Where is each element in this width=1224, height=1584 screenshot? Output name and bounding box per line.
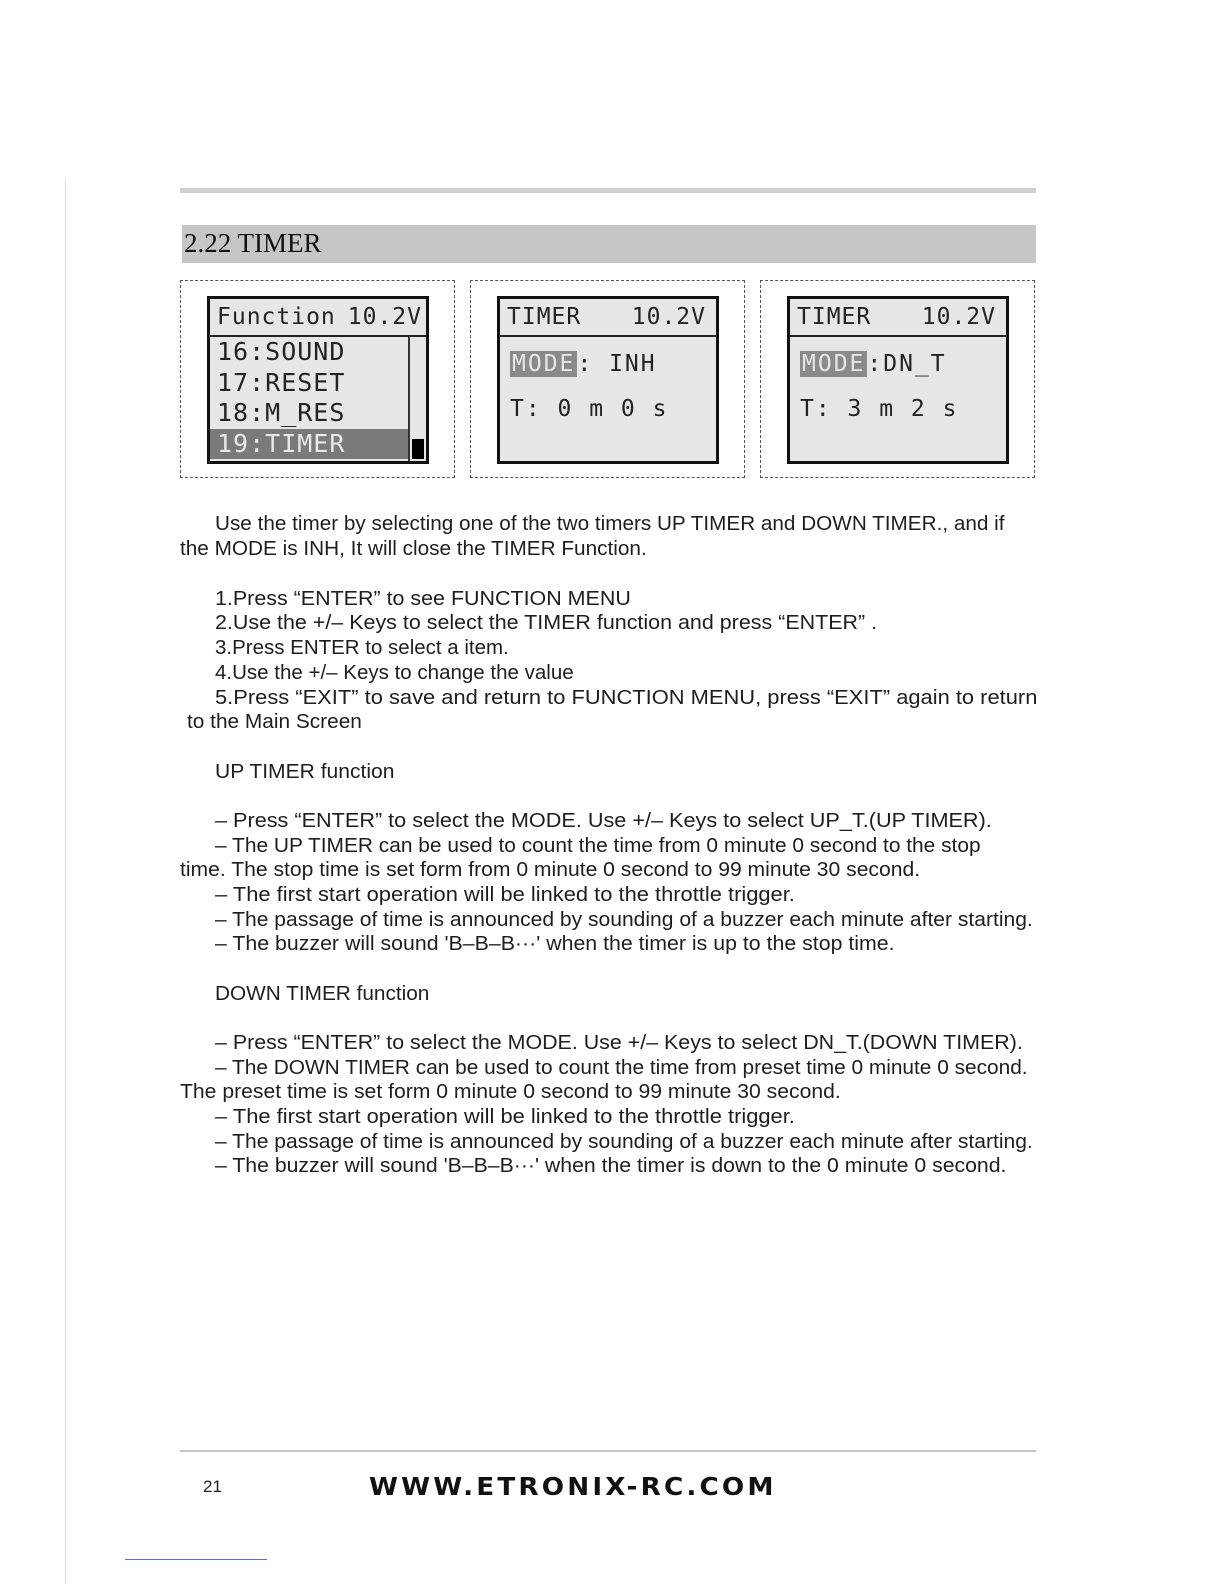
page-number: 21 — [203, 1477, 222, 1496]
up-timer-item-1: – Press “ENTER” to select the MODE. Use +/– Keys to select UP_T.(UP TIMER). — [215, 810, 992, 832]
corner-link-underline — [125, 1559, 267, 1560]
scrollbar-thumb[interactable] — [412, 439, 424, 459]
scrollbar[interactable] — [408, 337, 426, 461]
step-4: 4.Use the +/– Keys to change the value — [215, 662, 574, 684]
up-timer-item-4: – The passage of time is announced by sounding of a buzzer each minute after starting. — [215, 909, 1033, 931]
time-row[interactable]: T: 0 m 0 s — [510, 396, 669, 422]
screen-panel-function-menu — [180, 280, 455, 478]
screen-panel-timer-inh — [470, 280, 745, 478]
lcd-header — [790, 299, 1006, 337]
voltage-readout: 10.2V — [921, 304, 996, 330]
down-timer-item-5: – The buzzer will sound 'B–B–B···' when the timer is down to the 0 minute 0 second. — [215, 1155, 1007, 1177]
mode-row[interactable] — [510, 349, 657, 379]
down-timer-item-2-continued: The preset time is set form 0 minute 0 second to 99 minute 30 second. — [180, 1081, 841, 1103]
up-timer-heading: UP TIMER function — [215, 761, 395, 783]
up-timer-item-2: – The UP TIMER can be used to count the time from 0 minute 0 second to the stop — [215, 835, 981, 857]
mode-value: : INH — [577, 351, 657, 377]
up-timer-item-3: – The first start operation will be linked to the throttle trigger. — [215, 884, 795, 906]
voltage-readout: 10.2V — [631, 304, 706, 330]
step-1: 1.Press “ENTER” to see FUNCTION MENU — [215, 588, 631, 610]
lcd-title: TIMER — [797, 304, 872, 330]
down-timer-item-4: – The passage of time is announced by sounding of a buzzer each minute after starting. — [215, 1131, 1033, 1153]
intro-line-1: Use the timer by selecting one of the two timers UP TIMER and DOWN TIMER., and if — [215, 513, 1005, 535]
voltage-readout: 10.2V — [347, 304, 422, 330]
step-5: 5.Press “EXIT” to save and return to FUNCTION MENU, press “EXIT” again to return — [215, 687, 1038, 709]
up-timer-item-5: – The buzzer will sound 'B–B–B···' when the timer is up to the stop time. — [215, 933, 895, 955]
menu-item-m-res[interactable]: 18:M_RES — [217, 398, 346, 427]
step-2: 2.Use the +/– Keys to select the TIMER function and press “ENTER” . — [215, 612, 878, 634]
lcd-timer-dn — [787, 296, 1009, 464]
lcd-title: Function — [217, 304, 336, 330]
function-menu-list — [210, 337, 408, 461]
intro-line-2: the MODE is INH, It will close the TIMER Function. — [180, 538, 647, 560]
lcd-timer-inh — [497, 296, 719, 464]
header-rule — [180, 188, 1036, 193]
up-timer-item-2-continued: time. The stop time is set form from 0 minute 0 second to 99 minute 30 second. — [180, 859, 921, 881]
page-left-rule — [65, 178, 66, 1584]
mode-value: :DN_T — [867, 351, 947, 377]
screen-panel-timer-dn — [760, 280, 1035, 478]
footer-url: WWW.ETRONIX-RC.COM — [369, 1472, 777, 1501]
step-5-continued: to the Main Screen — [187, 711, 362, 733]
down-timer-heading: DOWN TIMER function — [215, 983, 430, 1005]
footer-rule — [180, 1450, 1036, 1452]
mode-label: MODE — [802, 351, 866, 377]
mode-label: MODE — [512, 351, 576, 377]
lcd-function-menu — [207, 296, 429, 464]
lcd-header — [500, 299, 716, 337]
step-3: 3.Press ENTER to select a item. — [215, 637, 509, 659]
down-timer-item-2: – The DOWN TIMER can be used to count the time from preset time 0 minute 0 second. — [215, 1057, 1028, 1079]
down-timer-item-1: – Press “ENTER” to select the MODE. Use +/– Keys to select DN_T.(DOWN TIMER). — [215, 1032, 1023, 1054]
mode-row[interactable] — [800, 349, 947, 379]
menu-item-sound[interactable]: 16:SOUND — [217, 337, 346, 366]
menu-item-reset[interactable]: 17:RESET — [217, 367, 346, 397]
menu-item-timer[interactable]: 19:TIMER — [210, 429, 408, 460]
lcd-header — [210, 299, 426, 337]
time-row[interactable]: T: 3 m 2 s — [800, 396, 959, 422]
section-title: 2.22 TIMER — [182, 225, 1036, 263]
lcd-title: TIMER — [507, 304, 582, 330]
down-timer-item-3: – The first start operation will be linked to the throttle trigger. — [215, 1106, 795, 1128]
